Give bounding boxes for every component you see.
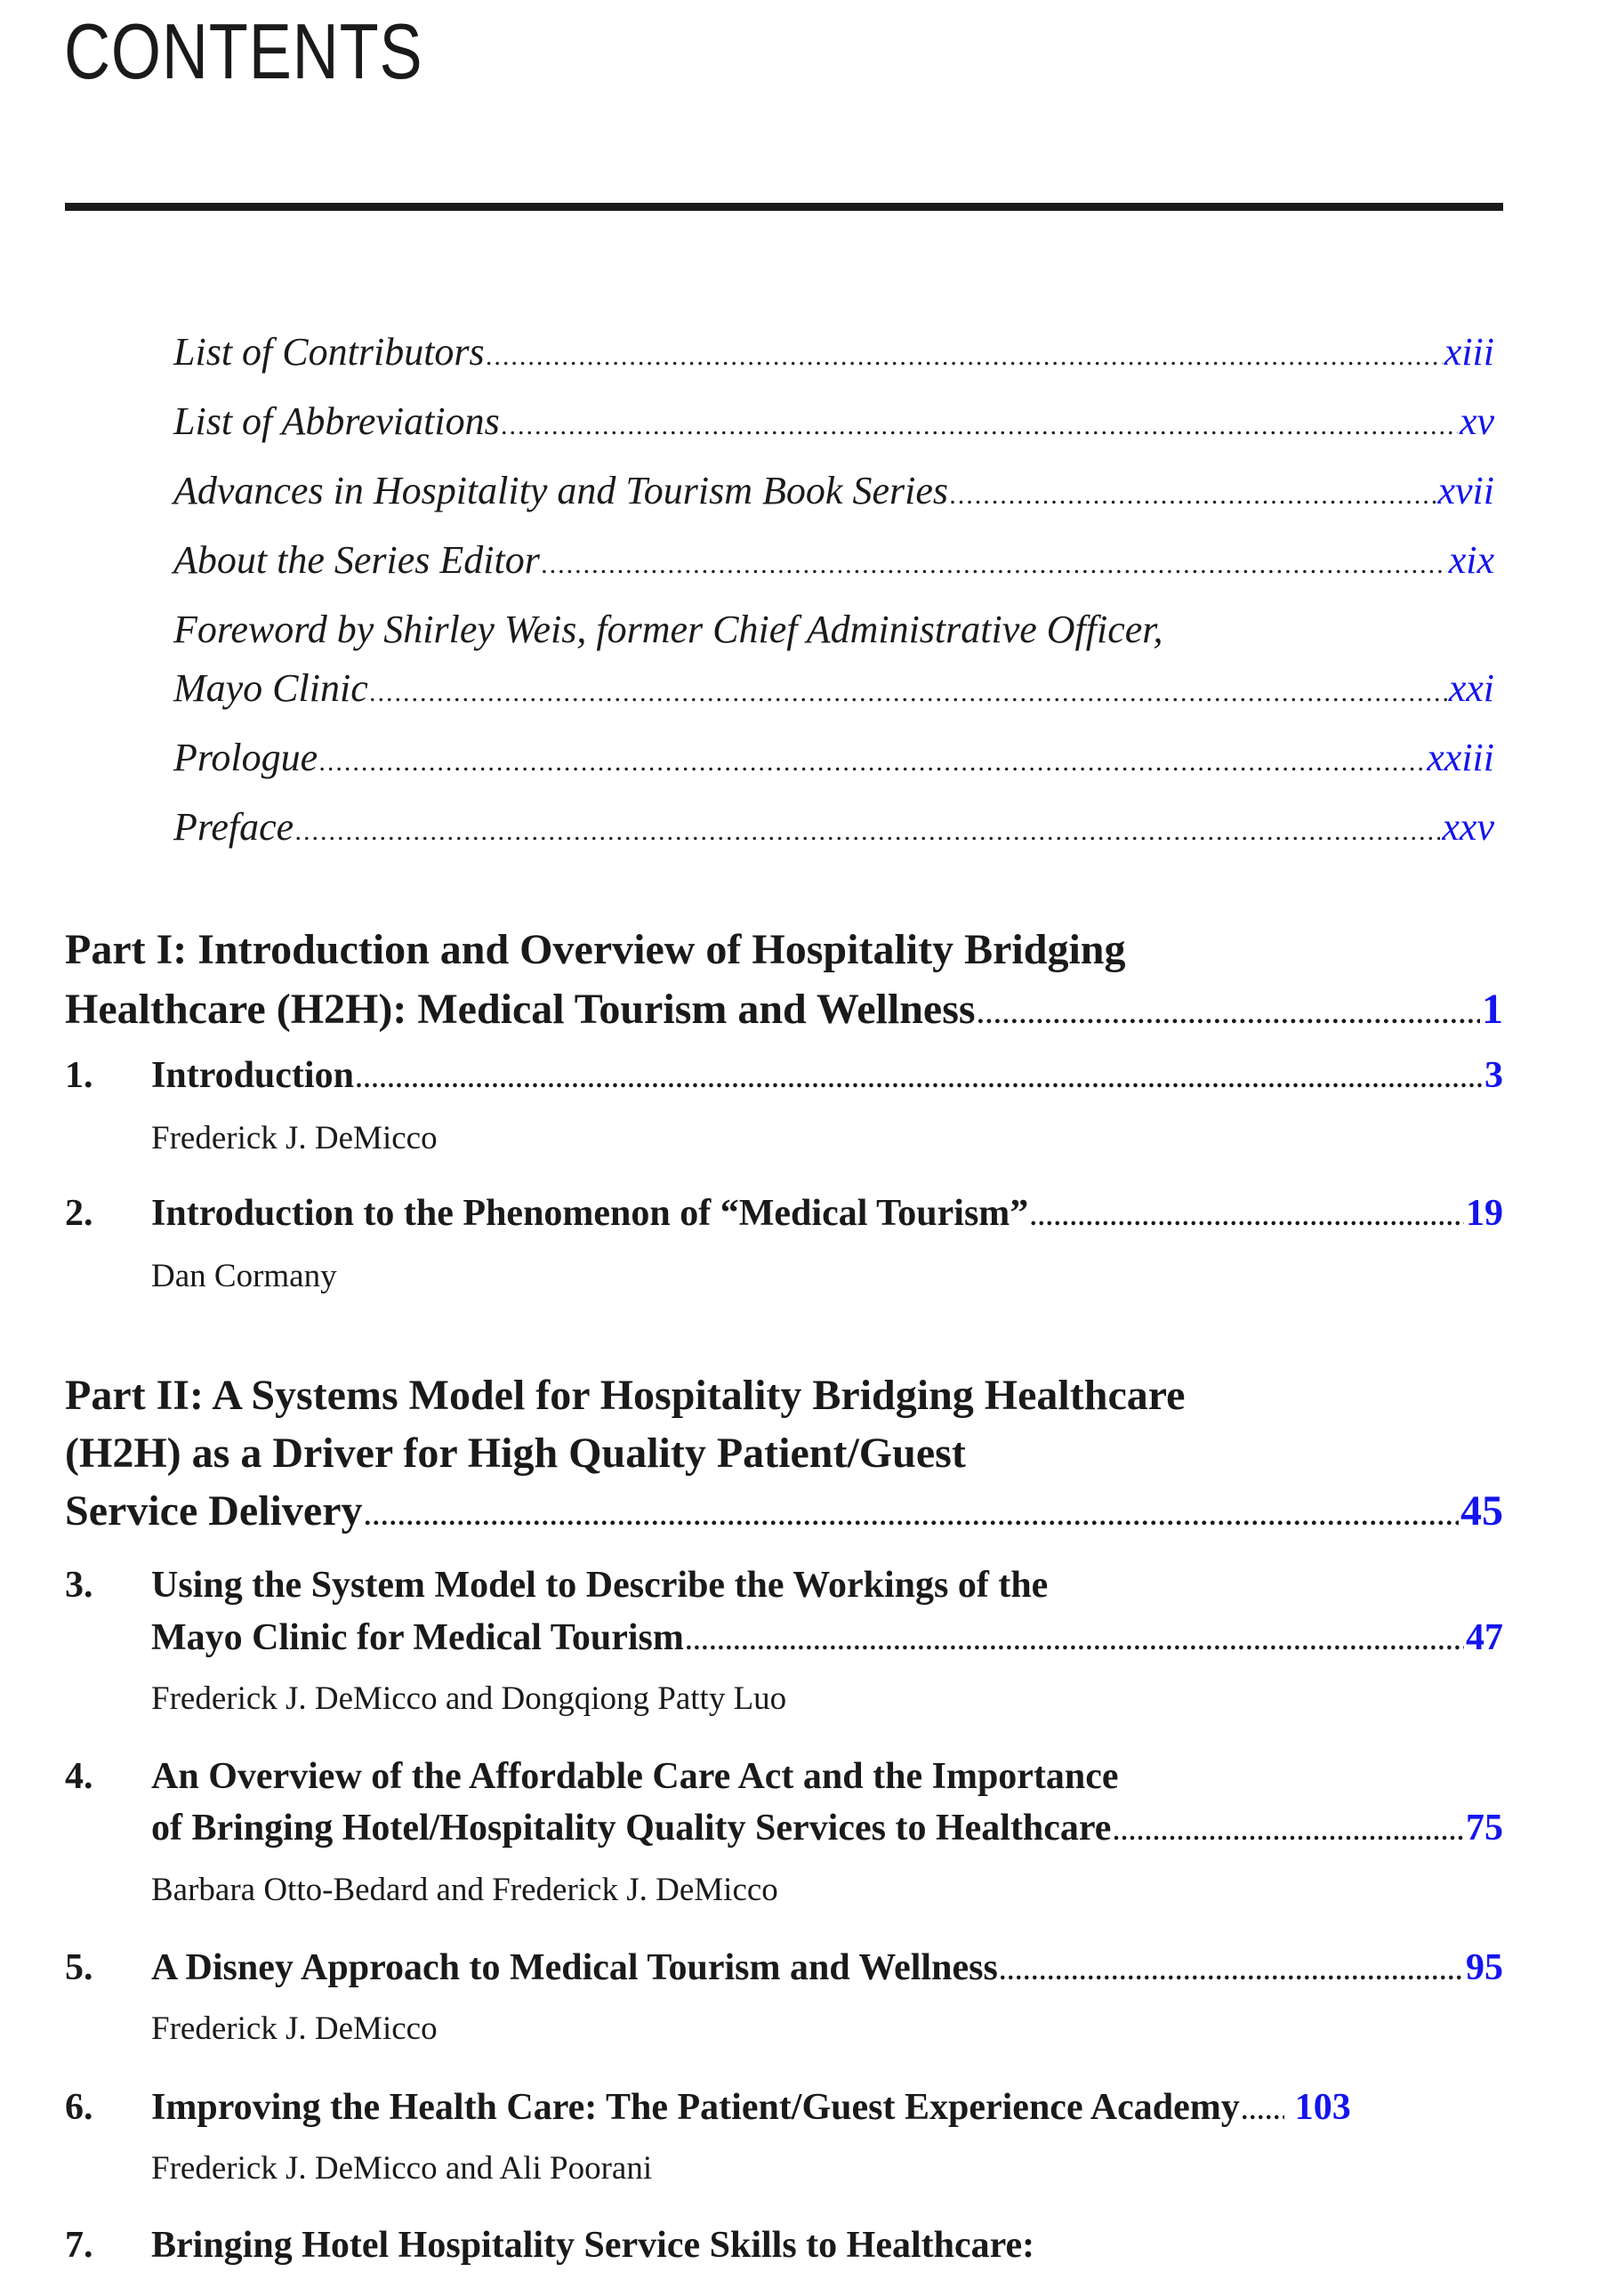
- page-link[interactable]: xxv: [1442, 805, 1494, 849]
- entry-title: Prologue: [173, 736, 318, 779]
- chapter-title: Introduction to the Phenomenon of “Medical Tourism”: [151, 1193, 1029, 1234]
- toc-entry-book-series[interactable]: [173, 468, 1494, 513]
- page-link[interactable]: 45: [1460, 1487, 1503, 1535]
- part-title-line: Part II: A Systems Model for Hospitality Bridging Healthcare: [65, 1372, 1186, 1419]
- dot-leader: [365, 1486, 1460, 1535]
- toc-entry-prologue[interactable]: [173, 735, 1494, 780]
- toc-part-1[interactable]: [65, 985, 1503, 1034]
- dot-leader: [502, 399, 1458, 444]
- toc-chapter-2[interactable]: [65, 1192, 1503, 1235]
- dot-leader: [950, 468, 1436, 513]
- chapter-authors: Frederick J. DeMicco and Dongqiong Patty Luo: [151, 1680, 787, 1717]
- toc-part-2[interactable]: [65, 1486, 1503, 1535]
- toc-entry-abbreviations[interactable]: [173, 399, 1494, 444]
- chapter-authors: Barbara Otto-Bedard and Frederick J. DeMicco: [151, 1872, 778, 1908]
- entry-title-line: Foreword by Shirley Weis, former Chief Administrative Officer,: [173, 608, 1163, 651]
- toc-chapter-6[interactable]: [65, 2086, 1503, 2129]
- page-link[interactable]: 3: [1484, 1055, 1503, 1096]
- chapter-authors: Dan Cormany: [151, 1258, 337, 1294]
- dot-leader: [487, 329, 1443, 375]
- page-link[interactable]: 19: [1466, 1193, 1503, 1234]
- page-link[interactable]: xix: [1448, 538, 1494, 582]
- part-title: Service Delivery: [65, 1487, 363, 1535]
- chapter-authors: Frederick J. DeMicco and Ali Poorani: [151, 2150, 653, 2187]
- dot-leader: [1242, 2086, 1284, 2129]
- chapter-number: 7.: [65, 2225, 93, 2266]
- chapter-number: 1.: [65, 1055, 93, 1096]
- chapter-number: 4.: [65, 1756, 93, 1797]
- dot-leader: [1113, 1807, 1464, 1849]
- toc-chapter-5[interactable]: [65, 1946, 1503, 1989]
- part-title-line: (H2H) as a Driver for High Quality Patient/Guest: [65, 1430, 966, 1477]
- page-link[interactable]: 95: [1466, 1947, 1503, 1988]
- title-rule: [65, 203, 1503, 211]
- chapter-title-line[interactable]: Bringing Hotel Hospitality Service Skills to Healthcare:: [151, 2225, 1035, 2266]
- toc-chapter-4[interactable]: [151, 1807, 1503, 1849]
- part-title: Healthcare (H2H): Medical Tourism and Wellness: [65, 986, 976, 1033]
- entry-title: Advances in Hospitality and Tourism Book Series: [173, 469, 948, 512]
- chapter-authors: Frederick J. DeMicco: [151, 2010, 438, 2047]
- page-title: CONTENTS: [64, 7, 423, 95]
- chapter-number: 6.: [65, 2087, 93, 2128]
- page-link[interactable]: xv: [1459, 399, 1494, 443]
- toc-entry-foreword[interactable]: [173, 665, 1494, 711]
- dot-leader: [542, 537, 1447, 583]
- dot-leader: [686, 1616, 1464, 1659]
- toc-entry-preface[interactable]: [173, 804, 1494, 850]
- entry-title: Mayo Clinic: [173, 666, 368, 710]
- page-link[interactable]: xvii: [1437, 469, 1494, 512]
- chapter-authors: Frederick J. DeMicco: [151, 1120, 438, 1156]
- page-link[interactable]: 1: [1482, 986, 1503, 1033]
- entry-title: About the Series Editor: [173, 538, 540, 582]
- entry-title: Preface: [173, 805, 294, 849]
- page-link[interactable]: xiii: [1444, 330, 1494, 374]
- chapter-title: Introduction: [151, 1055, 354, 1096]
- page-link[interactable]: xxi: [1448, 666, 1494, 710]
- dot-leader: [1030, 1192, 1464, 1235]
- chapter-title: Improving the Health Care: The Patient/Guest Experience Academy: [151, 2087, 1240, 2128]
- toc-chapter-1[interactable]: [65, 1054, 1503, 1097]
- dot-leader: [356, 1054, 1483, 1097]
- dot-leader: [1000, 1946, 1464, 1989]
- page-link[interactable]: 75: [1466, 1808, 1503, 1849]
- dot-leader: [319, 735, 1425, 780]
- dot-leader: [295, 804, 1440, 850]
- chapter-number: 2.: [65, 1193, 93, 1234]
- entry-title: List of Abbreviations: [173, 399, 500, 443]
- chapter-number: 5.: [65, 1947, 93, 1988]
- page-link[interactable]: xxiii: [1427, 736, 1494, 779]
- entry-title: List of Contributors: [173, 330, 485, 374]
- chapter-title: of Bringing Hotel/Hospitality Quality Services to Healthcare: [151, 1808, 1112, 1849]
- page-link[interactable]: 47: [1466, 1617, 1503, 1658]
- part-title-line: Part I: Introduction and Overview of Hospitality Bridging: [65, 926, 1126, 973]
- toc-entry-contributors[interactable]: [173, 329, 1494, 375]
- toc-chapter-3[interactable]: [151, 1616, 1503, 1659]
- dot-leader: [370, 665, 1447, 711]
- chapter-title: A Disney Approach to Medical Tourism and Wellness: [151, 1947, 998, 1988]
- chapter-title-line: An Overview of the Affordable Care Act and the Importance: [151, 1756, 1119, 1797]
- chapter-title-line: Using the System Model to Describe the Workings of the: [151, 1565, 1049, 1606]
- page-link[interactable]: 103: [1294, 2087, 1351, 2128]
- toc-entry-series-editor[interactable]: [173, 537, 1494, 583]
- dot-leader: [977, 985, 1480, 1034]
- chapter-number: 3.: [65, 1565, 93, 1606]
- chapter-title: Mayo Clinic for Medical Tourism: [151, 1617, 684, 1658]
